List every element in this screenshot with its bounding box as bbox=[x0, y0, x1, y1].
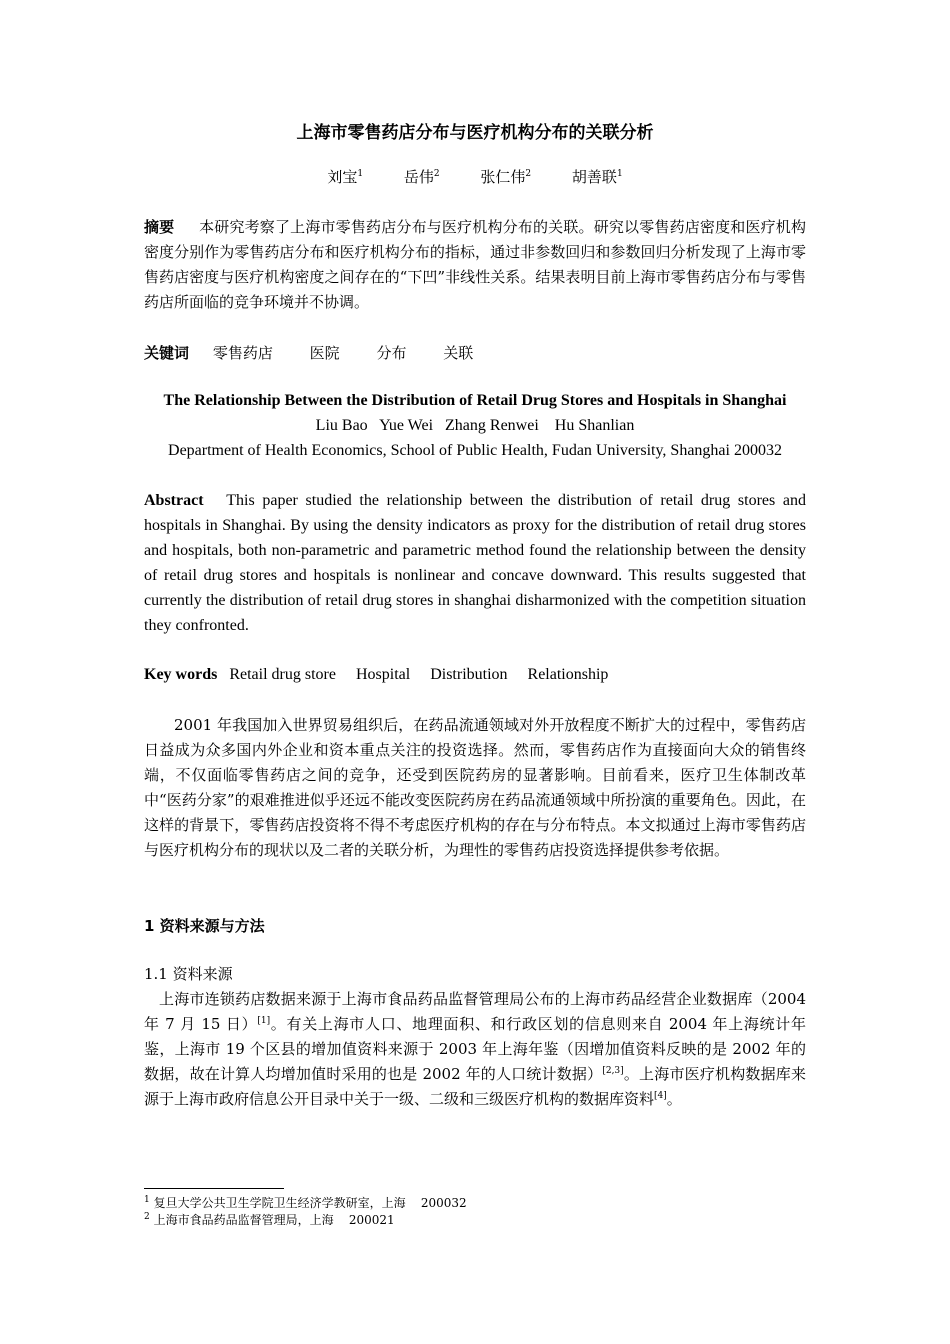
paper-title: 上海市零售药店分布与医疗机构分布的关联分析 bbox=[296, 123, 654, 143]
footnote: $^1$ 复旦大学公共卫生学院卫生经济学教研室，上海 200032 bbox=[144, 1195, 467, 1210]
keyword: 分布 bbox=[376, 344, 407, 362]
intro-paragraph: 2001 年我国加入世界贸易组织后，在药品流通领域对外开放程度不断扩大的过程中，零售药店日益成为众多国内外企业和资本重点关注的投资选择。然而，零售药店作为直接面向大众的销售终端，不仅面临零售药店之间的竞争，还受到医院药房的显著影响。目前看来，医疗卫生体制改革中“医药分家”的艰难推进似乎还远不能改变医院药房在药品流通领域中所扮演的重要角色。因此，在这样的背景下，零售药店投资将不得不考虑医疗机构的存在与分布特点。本文拟通过上海市零售药店与医疗机构分布的现状以及二者的关联分析，为理性的零售药店投资选择提供参考依据。 bbox=[144, 716, 806, 859]
keywords-en bbox=[144, 662, 806, 687]
keyword: 关联 bbox=[443, 344, 474, 362]
keyword: 零售药店 bbox=[212, 344, 273, 362]
keywords-cn bbox=[144, 341, 806, 366]
abstract-en-label: Abstract bbox=[144, 492, 204, 509]
abstract-cn-text: 本研究考察了上海市零售药店分布与医疗机构分布的关联。研究以零售药店密度和医疗机构密度分别作为零售药店分布和医疗机构分布的指标，通过非参数回归和参数回归分析发现了上海市零售药店密度与医疗机构密度之间存在的“下凹”非线性关系。结果表明目前上海市零售药店分布与零售药店所面临的竞争环境并不协调。 bbox=[144, 218, 806, 311]
author: 胡善联$^1$ bbox=[571, 168, 623, 186]
paragraph-text: 上海市连锁药店数据来源于上海市食品药品监督管理局公布的上海市药品经营企业数据库（2004 年 7 月 15 日） bbox=[144, 990, 806, 1033]
abstract-cn-label: 摘要 bbox=[144, 218, 175, 236]
citation: [2,3] bbox=[602, 1066, 624, 1076]
en-authors: Liu Bao Yue Wei Zhang Renwei Hu Shanlian bbox=[315, 417, 635, 434]
citation: [4] bbox=[654, 1091, 667, 1101]
keyword: Distribution bbox=[430, 666, 508, 683]
section-heading: 1 资料来源与方法 bbox=[144, 917, 265, 935]
paragraph-text: 。上海市医疗机构数据库来源于上海市政府信息公开目录中关于一级、二级和三级医疗机构的数据库资料 bbox=[144, 1065, 806, 1108]
keyword: Relationship bbox=[527, 666, 609, 683]
footnote: $^2$ 上海市食品药品监督管理局，上海 200021 bbox=[144, 1212, 395, 1227]
paragraph-text: 。有关上海市人口、地理面积、和行政区划的信息则来自 2004 年上海统计年鉴，上海市 19 个区县的增加值资料来源于 2003 年上海年鉴（因增加值资料反映的是 2002 年的数据，故在计算人均增加值时采用的也是 2002 年的人口统计数据） bbox=[144, 1015, 806, 1083]
citation: [1] bbox=[257, 1016, 271, 1026]
author-list bbox=[0, 166, 950, 187]
keywords-cn-label: 关键词 bbox=[144, 344, 190, 362]
abstract-cn bbox=[144, 215, 806, 315]
keywords-en-label: Key words bbox=[144, 666, 218, 683]
paragraph-text: 。 bbox=[666, 1090, 682, 1108]
en-title: The Relationship Between the Distribution of Retail Drug Stores and Hospitals in Shanghai bbox=[163, 392, 787, 409]
keyword: 医院 bbox=[309, 344, 340, 362]
en-affiliation: Department of Health Economics, School of Public Health, Fudan University, Shanghai 200032 bbox=[168, 442, 782, 459]
footnote-divider bbox=[144, 1188, 284, 1189]
abstract-en-text: This paper studied the relationship between the distribution of retail drug stores and hospitals in Shanghai. By using the density indicators as proxy for the distribution of retail drug stores and hospitals, both non-parametric and parametric method found the relationship between the density of retail drug stores and hospitals is nonlinear and concave downward. This results suggested that currently the distribution of retail drug stores in shanghai disharmonized with the competition situation they confronted. bbox=[144, 492, 806, 634]
data-source-paragraph bbox=[144, 987, 806, 1112]
author: 张仁伟$^2$ bbox=[480, 168, 532, 186]
keyword: Hospital bbox=[355, 666, 411, 683]
subsection-heading: 1.1 资料来源 bbox=[144, 965, 233, 983]
author: 刘宝$^1$ bbox=[327, 168, 364, 186]
author: 岳伟$^2$ bbox=[403, 168, 440, 186]
abstract-en bbox=[144, 488, 806, 638]
keyword: Retail drug store bbox=[229, 666, 336, 683]
